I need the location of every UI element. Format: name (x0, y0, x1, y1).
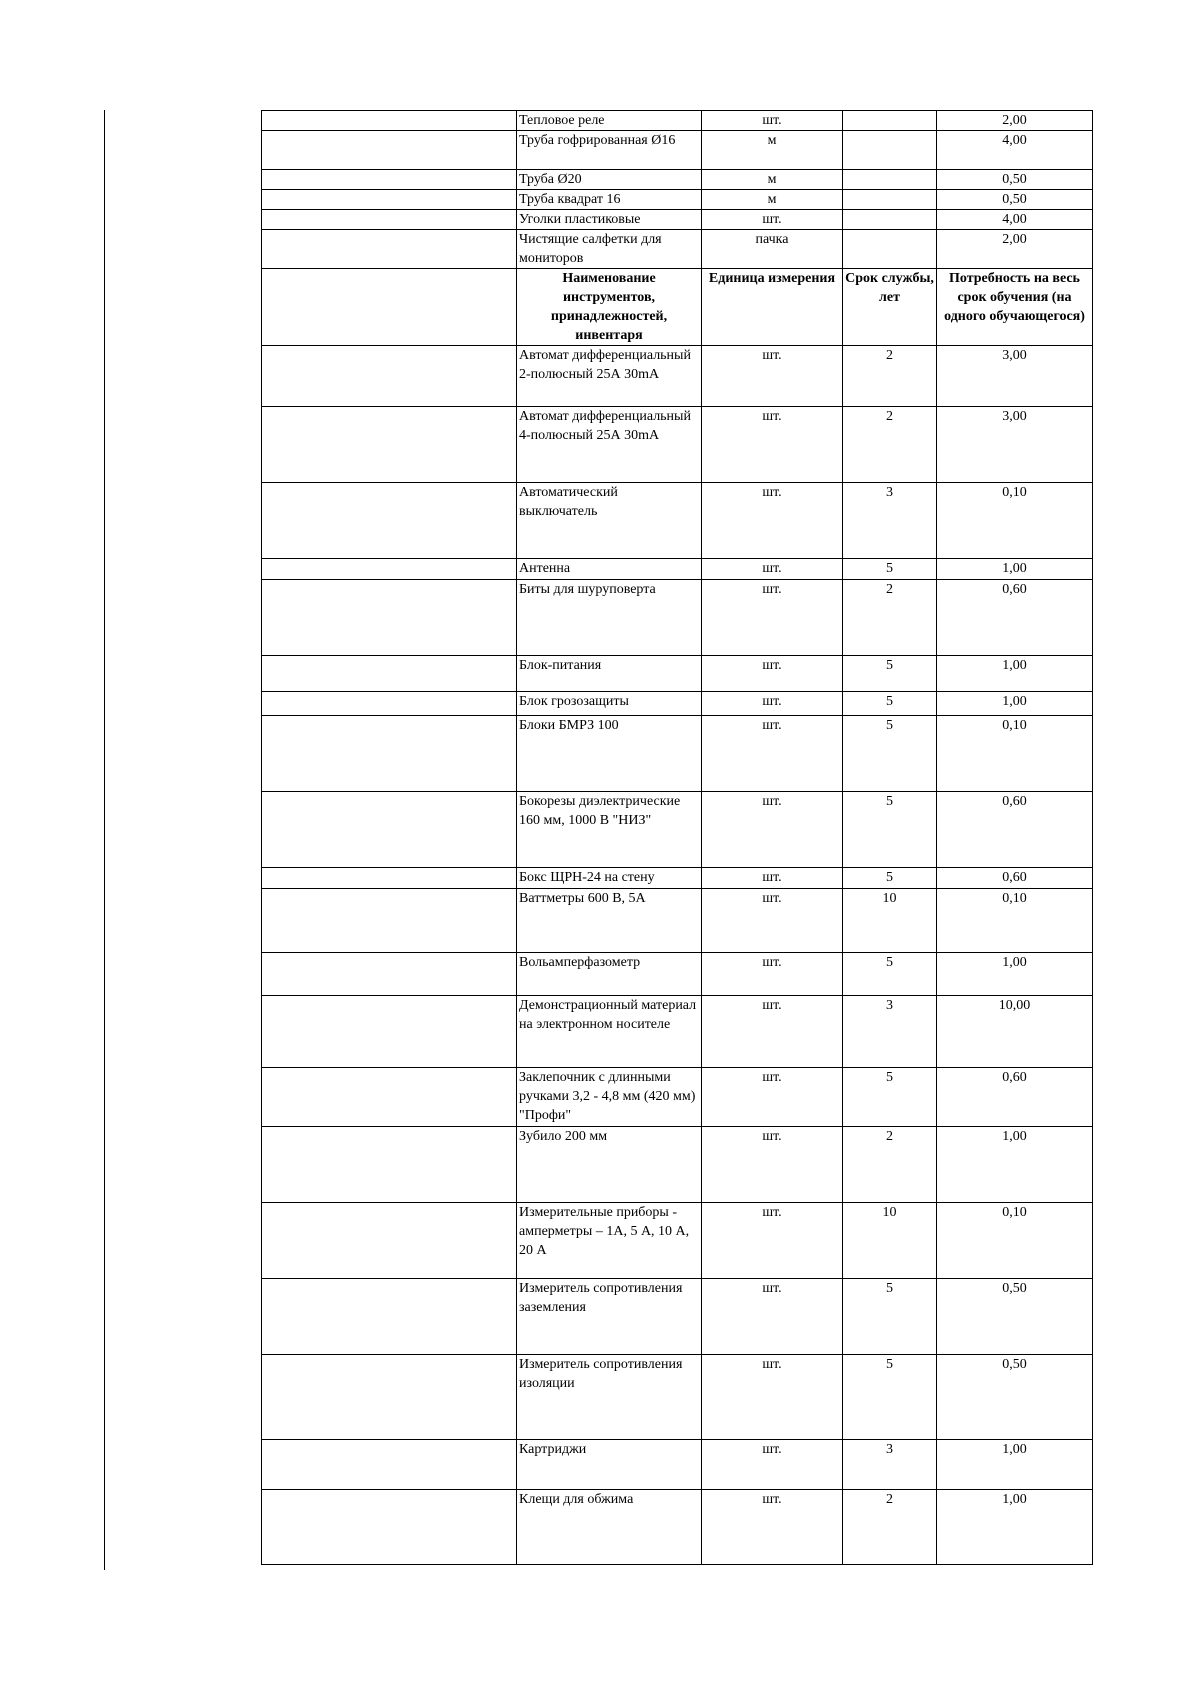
item-name-cell: Труба квадрат 16 (517, 190, 702, 210)
service-life-cell (843, 190, 937, 210)
unit-cell: м (702, 170, 843, 190)
unit-cell: шт. (702, 559, 843, 580)
service-life-cell: 5 (843, 656, 937, 692)
service-life-cell: 5 (843, 1355, 937, 1440)
row-blank-cell (262, 190, 517, 210)
service-life-cell: 5 (843, 559, 937, 580)
table-row (262, 868, 1093, 889)
table-row (262, 792, 1093, 868)
table-row (262, 111, 1093, 131)
service-life-cell: 5 (843, 1068, 937, 1127)
row-blank-cell (262, 889, 517, 953)
service-life-cell: 2 (843, 1127, 937, 1203)
table-row (262, 559, 1093, 580)
item-name-cell: Блок-питания (517, 656, 702, 692)
need-cell: 1,00 (937, 559, 1093, 580)
table-row (262, 190, 1093, 210)
service-life-cell: 3 (843, 1440, 937, 1490)
header-blank-cell (262, 269, 517, 346)
service-life-cell (843, 111, 937, 131)
header-name: Наименование инструментов, принадлежностей, инвентаря (517, 269, 702, 346)
service-life-cell: 2 (843, 346, 937, 407)
table-header-row (262, 269, 1093, 346)
table-row (262, 889, 1093, 953)
need-cell: 0,10 (937, 889, 1093, 953)
table-row (262, 716, 1093, 792)
row-blank-cell (262, 111, 517, 131)
table-row (262, 996, 1093, 1068)
service-life-cell: 10 (843, 889, 937, 953)
unit-cell: пачка (702, 230, 843, 269)
item-name-cell: Бокс ЩРН-24 на стену (517, 868, 702, 889)
service-life-cell: 10 (843, 1203, 937, 1279)
table-row (262, 1203, 1093, 1279)
need-cell: 1,00 (937, 692, 1093, 716)
item-name-cell: Биты для шуруповерта (517, 580, 702, 656)
item-name-cell: Чистящие салфетки для мониторов (517, 230, 702, 269)
unit-cell: шт. (702, 996, 843, 1068)
unit-cell: шт. (702, 1203, 843, 1279)
row-blank-cell (262, 953, 517, 996)
need-cell: 0,50 (937, 170, 1093, 190)
unit-cell: шт. (702, 1440, 843, 1490)
service-life-cell: 5 (843, 716, 937, 792)
row-blank-cell (262, 210, 517, 230)
row-blank-cell (262, 792, 517, 868)
service-life-cell: 2 (843, 407, 937, 483)
table-row (262, 1355, 1093, 1440)
item-name-cell: Автомат дифференциальный 2-полюсный 25А 30mA (517, 346, 702, 407)
service-life-cell (843, 230, 937, 269)
item-name-cell: Ваттметры 600 В, 5А (517, 889, 702, 953)
unit-cell: м (702, 131, 843, 170)
row-blank-cell (262, 346, 517, 407)
table-body (262, 111, 1093, 1565)
unit-cell: шт. (702, 1127, 843, 1203)
need-cell: 1,00 (937, 656, 1093, 692)
header-need: Потребность на весь срок обучения (на одного обучающегося) (937, 269, 1093, 346)
need-cell: 0,50 (937, 190, 1093, 210)
need-cell: 1,00 (937, 1440, 1093, 1490)
header-service-life: Срок службы, лет (843, 269, 937, 346)
unit-cell: шт. (702, 692, 843, 716)
need-cell: 4,00 (937, 131, 1093, 170)
item-name-cell: Измеритель сопротивления заземления (517, 1279, 702, 1355)
unit-cell: шт. (702, 868, 843, 889)
need-cell: 0,50 (937, 1279, 1093, 1355)
row-blank-cell (262, 1440, 517, 1490)
need-cell: 1,00 (937, 953, 1093, 996)
service-life-cell: 5 (843, 1279, 937, 1355)
service-life-cell (843, 170, 937, 190)
header-unit: Единица измерения (702, 269, 843, 346)
table-row (262, 170, 1093, 190)
need-cell: 1,00 (937, 1490, 1093, 1565)
service-life-cell: 5 (843, 868, 937, 889)
unit-cell: м (702, 190, 843, 210)
service-life-cell: 5 (843, 792, 937, 868)
need-cell: 4,00 (937, 210, 1093, 230)
unit-cell: шт. (702, 656, 843, 692)
row-blank-cell (262, 692, 517, 716)
service-life-cell (843, 210, 937, 230)
need-cell: 2,00 (937, 230, 1093, 269)
item-name-cell: Картриджи (517, 1440, 702, 1490)
item-name-cell: Уголки пластиковые (517, 210, 702, 230)
row-blank-cell (262, 656, 517, 692)
service-life-cell: 3 (843, 996, 937, 1068)
item-name-cell: Антенна (517, 559, 702, 580)
item-name-cell: Автоматический выключатель (517, 483, 702, 559)
item-name-cell: Измерительные приборы - амперметры – 1А, 5 А, 10 А, 20 А (517, 1203, 702, 1279)
table-row (262, 483, 1093, 559)
item-name-cell: Блок грозозащиты (517, 692, 702, 716)
table-row (262, 1127, 1093, 1203)
item-name-cell: Труба Ø20 (517, 170, 702, 190)
table-row (262, 1279, 1093, 1355)
service-life-cell: 5 (843, 953, 937, 996)
table-row (262, 1068, 1093, 1127)
need-cell: 10,00 (937, 996, 1093, 1068)
table-row (262, 1490, 1093, 1565)
unit-cell: шт. (702, 1355, 843, 1440)
need-cell: 2,00 (937, 111, 1093, 131)
service-life-cell: 2 (843, 580, 937, 656)
unit-cell: шт. (702, 580, 843, 656)
unit-cell: шт. (702, 889, 843, 953)
unit-cell: шт. (702, 953, 843, 996)
row-blank-cell (262, 230, 517, 269)
row-blank-cell (262, 131, 517, 170)
unit-cell: шт. (702, 1068, 843, 1127)
row-blank-cell (262, 996, 517, 1068)
service-life-cell: 2 (843, 1490, 937, 1565)
item-name-cell: Заклепочник с длинными ручками 3,2 - 4,8 мм (420 мм) "Профи" (517, 1068, 702, 1127)
need-cell: 0,10 (937, 1203, 1093, 1279)
item-name-cell: Зубило 200 мм (517, 1127, 702, 1203)
table-row (262, 580, 1093, 656)
need-cell: 0,10 (937, 716, 1093, 792)
row-blank-cell (262, 580, 517, 656)
table-row (262, 1440, 1093, 1490)
table-row (262, 953, 1093, 996)
service-life-cell (843, 131, 937, 170)
need-cell: 1,00 (937, 1127, 1093, 1203)
unit-cell: шт. (702, 792, 843, 868)
row-blank-cell (262, 1068, 517, 1127)
unit-cell: шт. (702, 716, 843, 792)
table-row (262, 656, 1093, 692)
table-row (262, 131, 1093, 170)
equipment-table (261, 110, 1093, 1565)
need-cell: 0,60 (937, 580, 1093, 656)
service-life-cell: 3 (843, 483, 937, 559)
need-cell: 0,60 (937, 868, 1093, 889)
table-row (262, 407, 1093, 483)
left-margin-line (104, 110, 105, 1570)
item-name-cell: Вольамперфазометр (517, 953, 702, 996)
item-name-cell: Клещи для обжима (517, 1490, 702, 1565)
row-blank-cell (262, 407, 517, 483)
service-life-cell: 5 (843, 692, 937, 716)
row-blank-cell (262, 1490, 517, 1565)
row-blank-cell (262, 559, 517, 580)
row-blank-cell (262, 170, 517, 190)
unit-cell: шт. (702, 483, 843, 559)
unit-cell: шт. (702, 346, 843, 407)
unit-cell: шт. (702, 1279, 843, 1355)
need-cell: 0,60 (937, 1068, 1093, 1127)
unit-cell: шт. (702, 1490, 843, 1565)
need-cell: 3,00 (937, 346, 1093, 407)
need-cell: 3,00 (937, 407, 1093, 483)
table-row (262, 230, 1093, 269)
row-blank-cell (262, 1203, 517, 1279)
item-name-cell: Труба гофрированная Ø16 (517, 131, 702, 170)
item-name-cell: Автомат дифференциальный 4-полюсный 25А 30mA (517, 407, 702, 483)
table-row (262, 210, 1093, 230)
table-row (262, 692, 1093, 716)
unit-cell: шт. (702, 210, 843, 230)
unit-cell: шт. (702, 407, 843, 483)
row-blank-cell (262, 716, 517, 792)
item-name-cell: Блоки БМРЗ 100 (517, 716, 702, 792)
item-name-cell: Измеритель сопротивления изоляции (517, 1355, 702, 1440)
need-cell: 0,50 (937, 1355, 1093, 1440)
table-row (262, 346, 1093, 407)
need-cell: 0,60 (937, 792, 1093, 868)
row-blank-cell (262, 1279, 517, 1355)
item-name-cell: Тепловое реле (517, 111, 702, 131)
row-blank-cell (262, 483, 517, 559)
unit-cell: шт. (702, 111, 843, 131)
item-name-cell: Демонстрационный материал на электронном носителе (517, 996, 702, 1068)
need-cell: 0,10 (937, 483, 1093, 559)
item-name-cell: Бокорезы диэлектрические 160 мм, 1000 В "НИЗ" (517, 792, 702, 868)
row-blank-cell (262, 1355, 517, 1440)
row-blank-cell (262, 1127, 517, 1203)
row-blank-cell (262, 868, 517, 889)
